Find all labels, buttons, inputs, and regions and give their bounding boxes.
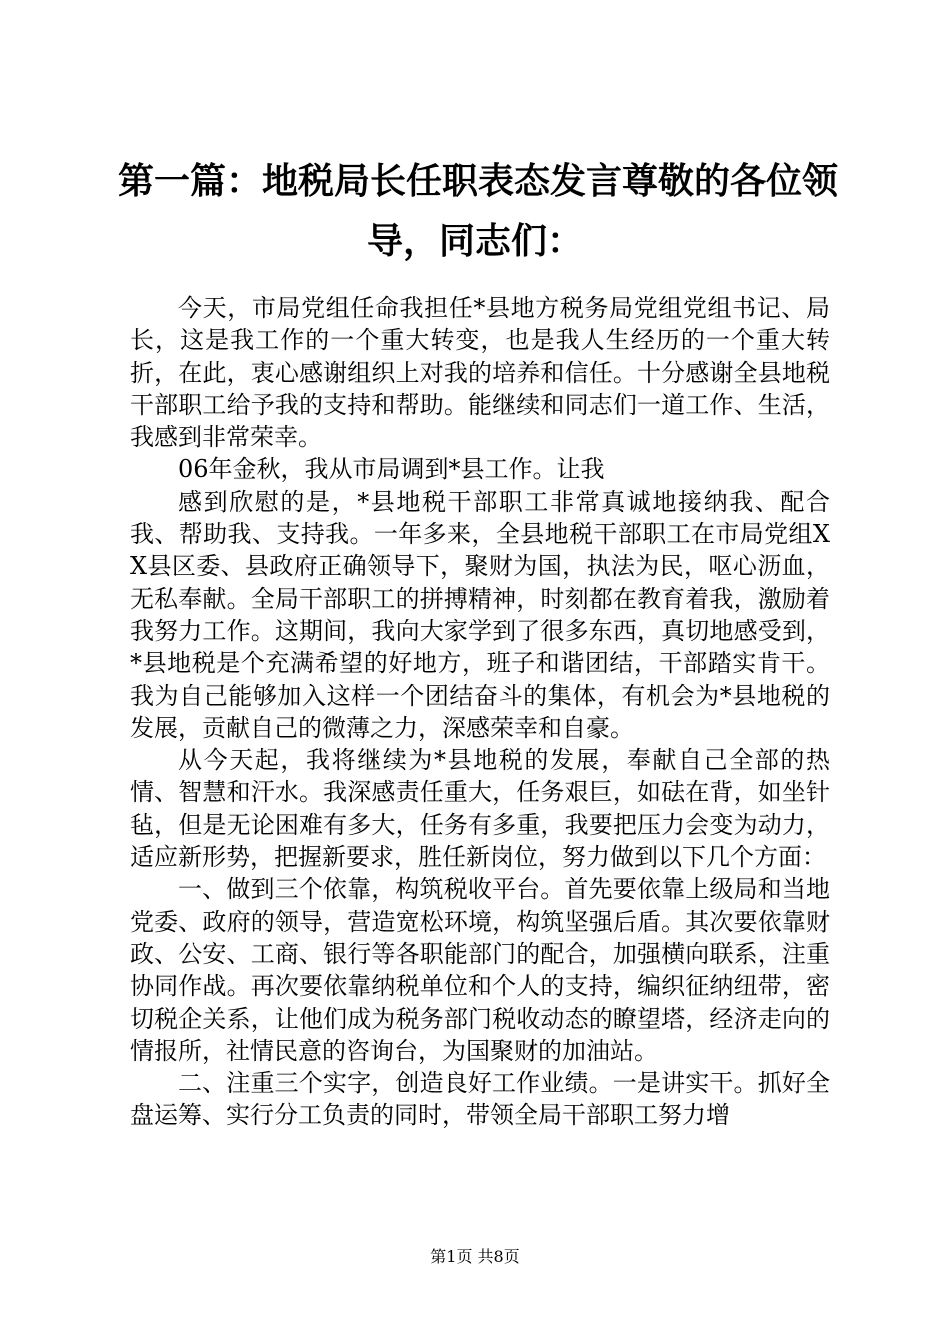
document-title-line-2: 导，同志们： bbox=[366, 220, 583, 262]
paragraph-4: 从今天起，我将继续为*县地税的发展，奉献自己全部的热情、智慧和汗水。我深感责任重大，任务艰巨，如砝在背，如坐针毡，但是无论困难有多大，任务有多重，我要把压力会变为动力，适应新形势，把握新要求，胜任新岗位，努力做到以下几个方面： bbox=[130, 746, 830, 872]
document-body bbox=[130, 292, 830, 1132]
page-footer: 第1页 共8页 bbox=[430, 1247, 520, 1266]
paragraph-3: 感到欣慰的是，*县地税干部职工非常真诚地接纳我、配合我、帮助我、支持我。一年多来，全县地税干部职工在市局党组XX县区委、县政府正确领导下，聚财为国，执法为民，呕心沥血，无私奉献。全局干部职工的拼搏精神，时刻都在教育着我，激励着我努力工作。这期间，我向大家学到了很多东西，真切地感受到，*县地税是个充满希望的好地方，班子和谐团结，干部踏实肯干。我为自己能够加入这样一个团结奋斗的集体，有机会为*县地税的发展，贡献自己的微薄之力，深感荣幸和自豪。 bbox=[130, 487, 830, 742]
paragraph-5: 一、做到三个依靠，构筑税收平台。首先要依靠上级局和当地党委、政府的领导，营造宽松环境，构筑坚强后盾。其次要依靠财政、公安、工商、银行等各职能部门的配合，加强横向联系，注重协同作战。再次要依靠纳税单位和个人的支持，编织征纳纽带，密切税企关系，让他们成为税务部门税收动态的瞭望塔，经济走向的情报所，社情民意的咨询台，为国聚财的加油站。 bbox=[130, 875, 830, 1065]
paragraph-6: 二、注重三个实字，创造良好工作业绩。一是讲实干。抓好全盘运筹、实行分工负责的同时，带领全局干部职工努力增 bbox=[130, 1069, 830, 1130]
document-title-line-1: 第一篇：地税局长任职表态发言尊敬的各位领 bbox=[118, 160, 839, 202]
paragraph-2: 06年金秋，我从市局调到*县工作。让我 bbox=[178, 455, 605, 484]
paragraph-1: 今天，市局党组任命我担任*县地方税务局党组党组书记、局长，这是我工作的一个重大转变，也是我人生经历的一个重大转折，在此，衷心感谢组织上对我的培养和信任。十分感谢全县地税干部职工给予我的支持和帮助。能继续和同志们一道工作、生活，我感到非常荣幸。 bbox=[130, 294, 830, 452]
